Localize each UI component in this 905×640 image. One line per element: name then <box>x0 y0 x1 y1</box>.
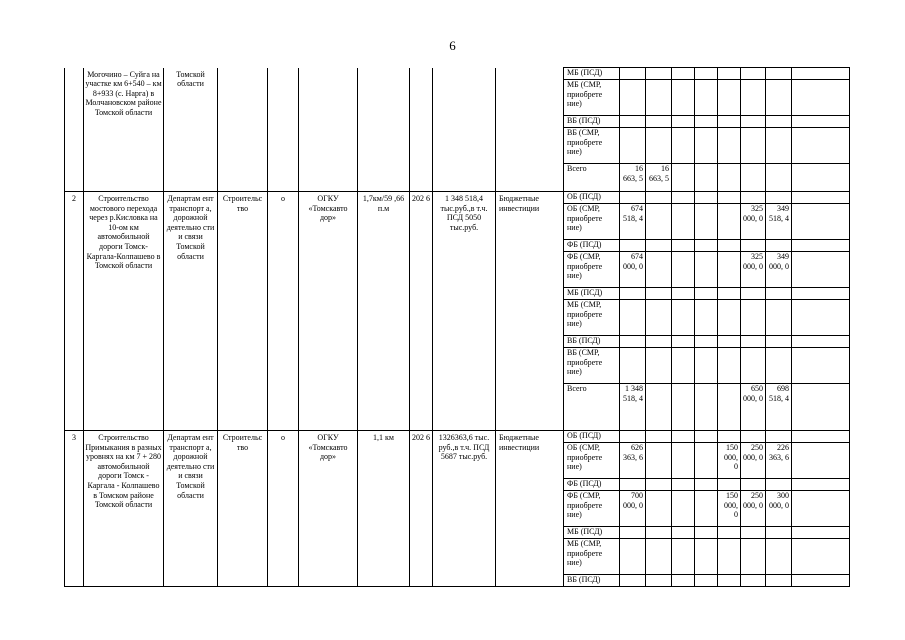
finance-value <box>766 300 792 336</box>
finance-value <box>766 539 792 575</box>
investment-table <box>64 67 850 587</box>
finance-value <box>741 348 766 384</box>
finance-value <box>766 431 792 443</box>
finance-value <box>672 204 695 240</box>
year-cell: 202 6 <box>410 192 433 431</box>
finance-value <box>741 539 766 575</box>
finance-value <box>741 68 766 80</box>
finance-value <box>766 80 792 116</box>
cost-cell: 1326363,6 тыс. руб.,в т.ч. ПСД 5687 тыс.руб. <box>433 431 496 587</box>
finance-value <box>695 204 718 240</box>
finance-value: 700 000, 0 <box>620 491 646 527</box>
finance-value <box>646 128 672 164</box>
finance-value <box>718 527 741 539</box>
finance-value <box>718 384 741 431</box>
capacity-cell: 1,7км/59 ,66 п.м <box>358 192 410 431</box>
empty-cell <box>792 336 850 348</box>
year-cell <box>410 68 433 192</box>
finance-value <box>620 128 646 164</box>
empty-cell <box>792 192 850 204</box>
finance-value <box>718 575 741 587</box>
table-row <box>65 431 850 443</box>
finance-value <box>718 479 741 491</box>
finance-value <box>646 575 672 587</box>
finance-value <box>766 192 792 204</box>
finance-source-label: МБ (СМР, приобрете ние) <box>564 300 620 336</box>
finance-value <box>718 204 741 240</box>
finance-value <box>695 384 718 431</box>
finance-value <box>620 116 646 128</box>
cost-cell <box>433 68 496 192</box>
finance-value <box>695 336 718 348</box>
finance-source-label: МБ (СМР, приобрете ние) <box>564 80 620 116</box>
finance-value <box>695 300 718 336</box>
finance-source-label: Всего <box>564 164 620 192</box>
finance-value <box>766 348 792 384</box>
finance-value <box>695 527 718 539</box>
finance-source-label: Всего <box>564 384 620 431</box>
finance-value <box>695 431 718 443</box>
empty-cell <box>792 539 850 575</box>
finance-value <box>672 539 695 575</box>
finance-value <box>741 300 766 336</box>
finance-value: 300 000, 0 <box>766 491 792 527</box>
finance-value <box>646 240 672 252</box>
finance-value <box>718 116 741 128</box>
finance-value <box>741 336 766 348</box>
finance-value <box>718 336 741 348</box>
finance-value <box>741 479 766 491</box>
finance-value <box>646 348 672 384</box>
finance-value <box>646 336 672 348</box>
finance-value: 650 000, 0 <box>741 384 766 431</box>
finance-value <box>741 116 766 128</box>
finance-value <box>672 384 695 431</box>
finance-value: 325 000, 0 <box>741 204 766 240</box>
finance-value <box>672 527 695 539</box>
finance-value <box>646 204 672 240</box>
finance-value <box>672 116 695 128</box>
finance-value <box>695 116 718 128</box>
finance-value <box>741 128 766 164</box>
cost-cell: 1 348 518,4 тыс.руб.,в т.ч. ПСД 5050 тыс.руб. <box>433 192 496 431</box>
finance-value <box>620 575 646 587</box>
capacity-cell <box>358 68 410 192</box>
finance-value <box>672 431 695 443</box>
empty-cell <box>792 240 850 252</box>
finance-value: 1 348 518, 4 <box>620 384 646 431</box>
finance-value <box>620 288 646 300</box>
finance-value <box>695 348 718 384</box>
finance-value <box>646 479 672 491</box>
finance-value <box>646 300 672 336</box>
finance-value <box>695 80 718 116</box>
finance-value <box>620 300 646 336</box>
finance-value <box>672 68 695 80</box>
source-cell: Бюджетные инвестиции <box>496 192 564 431</box>
finance-value: 16 663, 5 <box>620 164 646 192</box>
source-cell <box>496 68 564 192</box>
finance-value <box>695 192 718 204</box>
finance-value <box>646 443 672 479</box>
empty-cell <box>792 164 850 192</box>
empty-cell <box>792 288 850 300</box>
finance-value <box>672 252 695 288</box>
finance-value <box>766 479 792 491</box>
type-cell: о <box>268 192 299 431</box>
finance-value: 349 000, 0 <box>766 252 792 288</box>
finance-value <box>766 527 792 539</box>
finance-value <box>718 539 741 575</box>
finance-value <box>620 539 646 575</box>
source-cell: Бюджетные инвестиции <box>496 431 564 587</box>
work-kind-cell: Строительс тво <box>218 431 268 587</box>
finance-value <box>718 68 741 80</box>
empty-cell <box>792 204 850 240</box>
finance-value <box>718 192 741 204</box>
empty-cell <box>792 431 850 443</box>
finance-value: 16 663, 5 <box>646 164 672 192</box>
table-row <box>65 68 850 80</box>
type-cell <box>268 68 299 192</box>
empty-cell <box>792 491 850 527</box>
finance-source-label: ВБ (ПСД) <box>564 116 620 128</box>
finance-source-label: ОБ (ПСД) <box>564 431 620 443</box>
finance-value: 698 518, 4 <box>766 384 792 431</box>
finance-value <box>695 240 718 252</box>
finance-value <box>695 288 718 300</box>
finance-value <box>741 431 766 443</box>
finance-value <box>741 80 766 116</box>
finance-value <box>672 348 695 384</box>
finance-value <box>718 252 741 288</box>
finance-value <box>718 80 741 116</box>
finance-value <box>672 479 695 491</box>
empty-cell <box>792 348 850 384</box>
finance-value: 674 000, 0 <box>620 252 646 288</box>
finance-source-label: ВБ (ПСД) <box>564 336 620 348</box>
finance-value <box>766 288 792 300</box>
finance-value: 150 000, 0 <box>718 491 741 527</box>
object-name: Строительство Примыкания в разных уровнях на км 7 + 280 автомобильной дороги Томск - Каргала - Колпашево в Томском районе Томской области <box>84 431 164 587</box>
finance-source-label: МБ (ПСД) <box>564 68 620 80</box>
finance-value <box>620 240 646 252</box>
work-kind-cell: Строительс тво <box>218 192 268 431</box>
finance-value: 626 363, 6 <box>620 443 646 479</box>
type-cell: о <box>268 431 299 587</box>
finance-value: 150 000, 0 <box>718 443 741 479</box>
finance-value <box>620 348 646 384</box>
finance-value <box>766 164 792 192</box>
row-number <box>65 68 84 192</box>
finance-value <box>646 491 672 527</box>
finance-source-label: МБ (ПСД) <box>564 288 620 300</box>
finance-value: 226 363, 6 <box>766 443 792 479</box>
finance-value <box>695 491 718 527</box>
finance-value: 250 000, 0 <box>741 443 766 479</box>
finance-value <box>695 68 718 80</box>
empty-cell <box>792 80 850 116</box>
finance-value: 250 000, 0 <box>741 491 766 527</box>
finance-value <box>766 116 792 128</box>
executor-cell: ОГКУ «Томскавто дор» <box>299 192 358 431</box>
finance-value: 349 518, 4 <box>766 204 792 240</box>
finance-value <box>672 80 695 116</box>
finance-value <box>718 348 741 384</box>
finance-value <box>646 539 672 575</box>
finance-value <box>718 128 741 164</box>
finance-value <box>741 164 766 192</box>
empty-cell <box>792 527 850 539</box>
finance-source-label: МБ (ПСД) <box>564 527 620 539</box>
finance-value <box>620 431 646 443</box>
finance-value: 674 518, 4 <box>620 204 646 240</box>
page-number: 6 <box>449 38 456 53</box>
finance-value <box>695 443 718 479</box>
capacity-cell: 1,1 км <box>358 431 410 587</box>
table-body <box>65 68 850 587</box>
finance-value <box>741 575 766 587</box>
finance-value <box>672 240 695 252</box>
finance-value <box>695 128 718 164</box>
finance-value <box>646 252 672 288</box>
finance-value <box>620 192 646 204</box>
finance-value <box>672 575 695 587</box>
finance-source-label: ОБ (СМР, приобрете ние) <box>564 204 620 240</box>
object-name: Могочино – Суйга на участке км 6+540 – км 8+933 (с. Нарга) в Молчановском районе Томской области <box>84 68 164 192</box>
finance-value <box>718 240 741 252</box>
finance-value <box>741 192 766 204</box>
finance-value <box>646 80 672 116</box>
empty-cell <box>792 300 850 336</box>
finance-value <box>646 68 672 80</box>
empty-cell <box>792 128 850 164</box>
finance-value <box>718 300 741 336</box>
empty-cell <box>792 68 850 80</box>
empty-cell <box>792 116 850 128</box>
finance-value <box>718 164 741 192</box>
empty-cell <box>792 443 850 479</box>
executor-cell: ОГКУ «Томскавто дор» <box>299 431 358 587</box>
finance-value <box>741 288 766 300</box>
finance-value <box>672 164 695 192</box>
finance-value <box>695 252 718 288</box>
finance-source-label: ФБ (СМР, приобрете ние) <box>564 491 620 527</box>
finance-value <box>741 240 766 252</box>
finance-value <box>672 491 695 527</box>
finance-source-label: ВБ (СМР, приобрете ние) <box>564 348 620 384</box>
finance-source-label: МБ (СМР, приобрете ние) <box>564 539 620 575</box>
table-row <box>65 192 850 204</box>
finance-value <box>672 443 695 479</box>
finance-source-label: ВБ (ПСД) <box>564 575 620 587</box>
year-cell: 202 6 <box>410 431 433 587</box>
finance-value <box>672 192 695 204</box>
customer-cell: Департам ент транспорт а, дорожной деятельно сти и связи Томской области <box>164 192 218 431</box>
work-kind-cell <box>218 68 268 192</box>
finance-value <box>620 336 646 348</box>
finance-value <box>646 384 672 431</box>
finance-value <box>766 240 792 252</box>
executor-cell <box>299 68 358 192</box>
customer-cell: Томской области <box>164 68 218 192</box>
finance-value <box>695 539 718 575</box>
finance-value <box>646 431 672 443</box>
object-name: Строительство мостового перехода через р.Кисловка на 10-ом км автомобильной дороги Томск-Каргала-Колпашево в Томской области <box>84 192 164 431</box>
finance-source-label: ФБ (ПСД) <box>564 240 620 252</box>
finance-value <box>646 116 672 128</box>
finance-source-label: ВБ (СМР, приобрете ние) <box>564 128 620 164</box>
finance-value <box>646 288 672 300</box>
finance-value <box>718 431 741 443</box>
finance-source-label: ФБ (СМР, приобрете ние) <box>564 252 620 288</box>
empty-cell <box>792 252 850 288</box>
finance-value <box>695 575 718 587</box>
finance-value <box>620 80 646 116</box>
finance-value <box>646 192 672 204</box>
finance-source-label: ФБ (ПСД) <box>564 479 620 491</box>
empty-cell <box>792 479 850 491</box>
row-number: 2 <box>65 192 84 431</box>
finance-value: 325 000, 0 <box>741 252 766 288</box>
finance-value <box>620 527 646 539</box>
finance-value <box>766 336 792 348</box>
empty-cell <box>792 575 850 587</box>
finance-value <box>718 288 741 300</box>
finance-value <box>646 527 672 539</box>
row-number: 3 <box>65 431 84 587</box>
finance-source-label: ОБ (СМР, приобрете ние) <box>564 443 620 479</box>
finance-value <box>672 336 695 348</box>
finance-value <box>766 128 792 164</box>
customer-cell: Департам ент транспорт а, дорожной деятельно сти и связи Томской области <box>164 431 218 587</box>
finance-value <box>620 479 646 491</box>
finance-value <box>620 68 646 80</box>
finance-value <box>766 575 792 587</box>
finance-value <box>695 479 718 491</box>
finance-value <box>766 68 792 80</box>
empty-cell <box>792 384 850 431</box>
finance-value <box>695 164 718 192</box>
finance-value <box>672 128 695 164</box>
finance-value <box>672 288 695 300</box>
finance-value <box>741 527 766 539</box>
finance-source-label: ОБ (ПСД) <box>564 192 620 204</box>
finance-value <box>672 300 695 336</box>
